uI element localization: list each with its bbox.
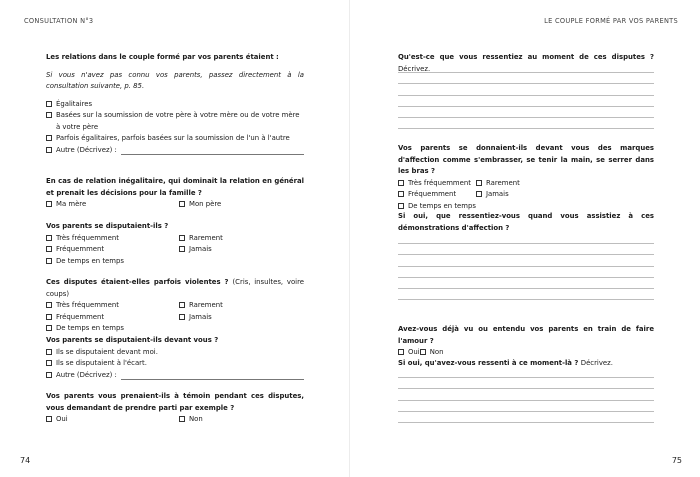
question-ressenti-moment (398, 358, 654, 370)
question-vu-entendu (398, 324, 654, 359)
answer-lines-moment[interactable] (398, 377, 654, 433)
checkbox[interactable] (398, 349, 404, 355)
checkbox[interactable] (46, 416, 52, 422)
option-rarement[interactable]: Rarement (179, 233, 223, 245)
question-text: Vos parents se disputaient-ils ? (46, 222, 169, 230)
question-text: En cas de relation inégalitaire, qui dominait la relation en général et prenait les décisions pour la famille ? (46, 177, 304, 197)
checkbox[interactable] (46, 201, 52, 207)
option-tres-frequemment[interactable]: Très fréquemment (46, 233, 179, 245)
answer-line[interactable] (398, 422, 654, 423)
question-text: Si oui, qu'avez-vous ressenti à ce moment-là ? Décrivez. (398, 359, 613, 367)
checkbox[interactable] (179, 302, 185, 308)
answer-line[interactable] (398, 266, 654, 267)
question-violence (46, 277, 304, 335)
option-rarement[interactable]: Rarement (476, 178, 520, 190)
checkbox[interactable] (46, 147, 52, 153)
option-frequemment[interactable]: Fréquemment (46, 244, 179, 256)
answer-line[interactable] (398, 72, 654, 73)
option-devant-moi[interactable]: Ils se disputaient devant moi. (46, 347, 304, 359)
option-jamais[interactable]: Jamais (179, 244, 223, 256)
checkbox[interactable] (179, 246, 185, 252)
checkbox[interactable] (179, 201, 185, 207)
checkbox[interactable] (46, 349, 52, 355)
question-ressenti-affection (398, 211, 654, 234)
page-number-left: 74 (20, 456, 31, 465)
checkbox[interactable] (46, 302, 52, 308)
question-text: Ces disputes étaient-elles parfois violentes ? (Cris, insultes, voire coups) (46, 278, 304, 298)
write-in-line[interactable] (121, 370, 304, 380)
answer-line[interactable] (398, 411, 654, 412)
answer-line[interactable] (398, 117, 654, 118)
question-text: Vos parents vous prenaient-ils à témoin pendant ces disputes, vous demandant de prendre parti par exemple ? (46, 392, 304, 412)
option-egalitaires[interactable]: Égalitaires (46, 99, 304, 111)
answer-line[interactable] (398, 288, 654, 289)
option-mere[interactable]: Ma mère (46, 199, 179, 211)
option-de-temps-en-temps[interactable]: De temps en temps (398, 201, 476, 213)
running-head-left: CONSULTATION N°3 (24, 17, 94, 25)
running-head-right: LE COUPLE FORMÉ PAR VOS PARENTS (544, 17, 678, 25)
checkbox[interactable] (46, 101, 52, 107)
option-continuation: à votre père (56, 122, 99, 131)
option-tres-frequemment[interactable]: Très fréquemment (398, 178, 476, 190)
option-parfois[interactable]: Parfois égalitaires, parfois basées sur la soumission de l'un à l'autre (46, 133, 304, 145)
answer-line[interactable] (398, 95, 654, 96)
note-text: Si vous n'avez pas connu vos parents, passez directement à la consultation suivante, p. 85. (46, 70, 304, 90)
checkbox[interactable] (46, 235, 52, 241)
question-devant-vous (46, 335, 304, 381)
option-oui[interactable]: Oui (398, 347, 420, 359)
option-de-temps-en-temps[interactable]: De temps en temps (46, 323, 179, 335)
option-jamais[interactable]: Jamais (179, 312, 223, 324)
checkbox[interactable] (179, 314, 185, 320)
answer-line[interactable] (398, 299, 654, 300)
checkbox[interactable] (46, 360, 52, 366)
answer-lines-disputes[interactable] (398, 72, 654, 140)
option-frequemment[interactable]: Fréquemment (398, 189, 476, 201)
question-text: Qu'est-ce que vous ressentiez au moment de ces disputes ? Décrivez. (398, 53, 654, 73)
checkbox[interactable] (179, 235, 185, 241)
option-jamais[interactable]: Jamais (476, 189, 520, 201)
option-soumission[interactable]: Basées sur la soumission de votre père à votre mère ou de votre mère (46, 110, 304, 122)
checkbox[interactable] (46, 258, 52, 264)
answer-line[interactable] (398, 128, 654, 129)
question-temoin (46, 391, 304, 426)
answer-line[interactable] (398, 277, 654, 278)
checkbox[interactable] (476, 191, 482, 197)
question-text: Si oui, que ressentiez-vous quand vous assistiez à ces démonstrations d'affection ? (398, 212, 654, 232)
write-in-line[interactable] (121, 145, 304, 155)
option-tres-frequemment[interactable]: Très fréquemment (46, 300, 179, 312)
checkbox[interactable] (46, 325, 52, 331)
question-text: Avez-vous déjà vu ou entendu vos parents en train de faire l'amour ? (398, 325, 654, 345)
checkbox[interactable] (476, 180, 482, 186)
option-frequemment[interactable]: Fréquemment (46, 312, 179, 324)
option-autre[interactable]: Autre (Décrivez) : (46, 145, 304, 157)
answer-line[interactable] (398, 388, 654, 389)
checkbox[interactable] (398, 203, 404, 209)
option-pere[interactable]: Mon père (179, 199, 221, 211)
checkbox[interactable] (398, 191, 404, 197)
question-text: Vos parents se disputaient-ils devant vous ? (46, 336, 219, 344)
question-domination (46, 176, 304, 211)
answer-line[interactable] (398, 106, 654, 107)
option-a-lecart[interactable]: Ils se disputaient à l'écart. (46, 358, 304, 370)
answer-lines-affection[interactable] (398, 243, 654, 311)
answer-line[interactable] (398, 400, 654, 401)
answer-line[interactable] (398, 377, 654, 378)
question-text: Vos parents se donnaient-ils devant vous des marques d'affection comme s'embrasser, se tenir la main, se serrer dans les bras ? (398, 144, 654, 175)
answer-line[interactable] (398, 83, 654, 84)
option-non[interactable]: Non (420, 347, 444, 359)
checkbox[interactable] (46, 112, 52, 118)
question-relations (46, 52, 304, 156)
checkbox[interactable] (46, 246, 52, 252)
checkbox[interactable] (46, 135, 52, 141)
checkbox[interactable] (46, 314, 52, 320)
page-number-right: 75 (671, 456, 682, 465)
answer-line[interactable] (398, 254, 654, 255)
option-de-temps-en-temps[interactable]: De temps en temps (46, 256, 179, 268)
question-text: Les relations dans le couple formé par vos parents étaient : (46, 53, 279, 61)
option-oui[interactable]: Oui (46, 414, 179, 426)
checkbox[interactable] (46, 372, 52, 378)
checkbox[interactable] (398, 180, 404, 186)
option-autre[interactable]: Autre (Décrivez) : (46, 370, 304, 382)
checkbox[interactable] (179, 416, 185, 422)
checkbox[interactable] (420, 349, 426, 355)
answer-line[interactable] (398, 243, 654, 244)
question-affection (398, 143, 654, 212)
option-rarement[interactable]: Rarement (179, 300, 223, 312)
option-non[interactable]: Non (179, 414, 203, 426)
question-disputes (46, 221, 304, 267)
